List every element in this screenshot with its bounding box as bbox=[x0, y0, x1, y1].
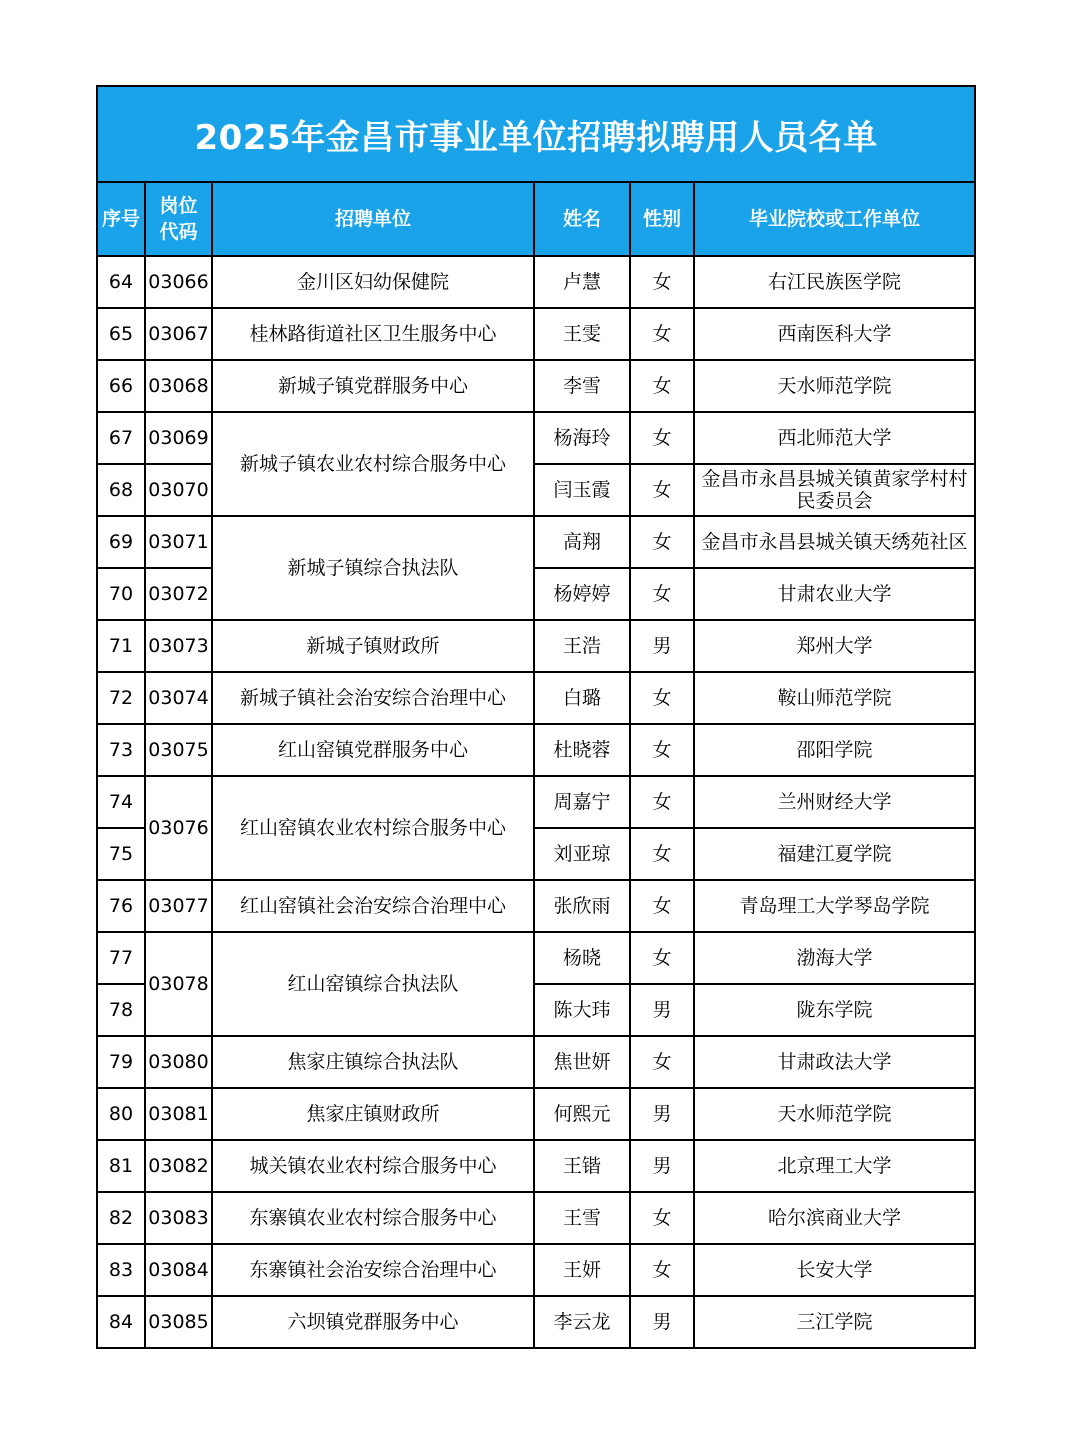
table-row bbox=[97, 932, 975, 984]
cell-name: 李云龙 bbox=[534, 1296, 630, 1348]
cell-name: 刘亚琼 bbox=[534, 828, 630, 880]
cell-seq: 64 bbox=[97, 256, 145, 308]
cell-code: 03085 bbox=[145, 1296, 212, 1348]
cell-unit: 东寨镇农业农村综合服务中心 bbox=[212, 1192, 534, 1244]
cell-unit: 红山窑镇综合执法队 bbox=[212, 932, 534, 1036]
title-row bbox=[97, 86, 975, 182]
table-title: 2025年金昌市事业单位招聘拟聘用人员名单 bbox=[97, 86, 975, 182]
cell-name: 周嘉宁 bbox=[534, 776, 630, 828]
table-row bbox=[97, 1140, 975, 1192]
cell-unit: 金川区妇幼保健院 bbox=[212, 256, 534, 308]
header-unit: 招聘单位 bbox=[212, 182, 534, 256]
cell-school: 西北师范大学 bbox=[694, 412, 975, 464]
cell-name: 王雯 bbox=[534, 308, 630, 360]
cell-name: 高翔 bbox=[534, 516, 630, 568]
cell-unit: 焦家庄镇综合执法队 bbox=[212, 1036, 534, 1088]
table-row bbox=[97, 1036, 975, 1088]
cell-seq: 81 bbox=[97, 1140, 145, 1192]
header-code-line1: 岗位 bbox=[159, 195, 198, 217]
cell-gender: 女 bbox=[630, 828, 694, 880]
cell-school: 福建江夏学院 bbox=[694, 828, 975, 880]
cell-name: 何熙元 bbox=[534, 1088, 630, 1140]
cell-school: 天水师范学院 bbox=[694, 360, 975, 412]
header-name: 姓名 bbox=[534, 182, 630, 256]
cell-seq: 78 bbox=[97, 984, 145, 1036]
cell-gender: 女 bbox=[630, 1036, 694, 1088]
cell-seq: 71 bbox=[97, 620, 145, 672]
cell-code: 03078 bbox=[145, 932, 212, 1036]
cell-seq: 82 bbox=[97, 1192, 145, 1244]
cell-name: 杨婷婷 bbox=[534, 568, 630, 620]
header-seq: 序号 bbox=[97, 182, 145, 256]
cell-gender: 女 bbox=[630, 1192, 694, 1244]
cell-seq: 69 bbox=[97, 516, 145, 568]
cell-school: 天水师范学院 bbox=[694, 1088, 975, 1140]
cell-gender: 男 bbox=[630, 1088, 694, 1140]
cell-code: 03075 bbox=[145, 724, 212, 776]
cell-gender: 女 bbox=[630, 776, 694, 828]
cell-seq: 77 bbox=[97, 932, 145, 984]
cell-unit: 红山窑镇党群服务中心 bbox=[212, 724, 534, 776]
header-school: 毕业院校或工作单位 bbox=[694, 182, 975, 256]
cell-gender: 男 bbox=[630, 1140, 694, 1192]
header-code-line2: 代码 bbox=[159, 221, 198, 243]
cell-code: 03077 bbox=[145, 880, 212, 932]
cell-name: 王锴 bbox=[534, 1140, 630, 1192]
table-row bbox=[97, 360, 975, 412]
cell-code: 03083 bbox=[145, 1192, 212, 1244]
cell-school: 陇东学院 bbox=[694, 984, 975, 1036]
table-row bbox=[97, 1088, 975, 1140]
cell-gender: 女 bbox=[630, 672, 694, 724]
cell-school: 邵阳学院 bbox=[694, 724, 975, 776]
cell-seq: 76 bbox=[97, 880, 145, 932]
cell-gender: 女 bbox=[630, 256, 694, 308]
table-row bbox=[97, 724, 975, 776]
cell-name: 白璐 bbox=[534, 672, 630, 724]
cell-gender: 男 bbox=[630, 1296, 694, 1348]
hiring-list-table bbox=[96, 85, 976, 1349]
cell-unit: 桂林路街道社区卫生服务中心 bbox=[212, 308, 534, 360]
cell-name: 杜晓蓉 bbox=[534, 724, 630, 776]
cell-gender: 女 bbox=[630, 880, 694, 932]
cell-school: 西南医科大学 bbox=[694, 308, 975, 360]
table-row bbox=[97, 672, 975, 724]
cell-name: 卢慧 bbox=[534, 256, 630, 308]
cell-school: 鞍山师范学院 bbox=[694, 672, 975, 724]
cell-unit: 新城子镇农业农村综合服务中心 bbox=[212, 412, 534, 516]
cell-code: 03068 bbox=[145, 360, 212, 412]
cell-code: 03074 bbox=[145, 672, 212, 724]
table-row bbox=[97, 620, 975, 672]
cell-code: 03071 bbox=[145, 516, 212, 568]
cell-school: 三江学院 bbox=[694, 1296, 975, 1348]
cell-name: 杨海玲 bbox=[534, 412, 630, 464]
table-row bbox=[97, 776, 975, 828]
cell-gender: 女 bbox=[630, 412, 694, 464]
cell-unit: 焦家庄镇财政所 bbox=[212, 1088, 534, 1140]
cell-seq: 84 bbox=[97, 1296, 145, 1348]
cell-unit: 红山窑镇社会治安综合治理中心 bbox=[212, 880, 534, 932]
cell-seq: 73 bbox=[97, 724, 145, 776]
cell-school: 甘肃政法大学 bbox=[694, 1036, 975, 1088]
cell-seq: 74 bbox=[97, 776, 145, 828]
cell-name: 王雪 bbox=[534, 1192, 630, 1244]
cell-seq: 66 bbox=[97, 360, 145, 412]
cell-school: 哈尔滨商业大学 bbox=[694, 1192, 975, 1244]
cell-school: 渤海大学 bbox=[694, 932, 975, 984]
cell-name: 杨晓 bbox=[534, 932, 630, 984]
cell-school: 北京理工大学 bbox=[694, 1140, 975, 1192]
cell-gender: 男 bbox=[630, 620, 694, 672]
cell-school: 郑州大学 bbox=[694, 620, 975, 672]
cell-code: 03069 bbox=[145, 412, 212, 464]
header-row bbox=[97, 182, 975, 256]
cell-gender: 女 bbox=[630, 464, 694, 516]
cell-unit: 新城子镇财政所 bbox=[212, 620, 534, 672]
cell-unit: 新城子镇党群服务中心 bbox=[212, 360, 534, 412]
cell-seq: 79 bbox=[97, 1036, 145, 1088]
header-gender: 性别 bbox=[630, 182, 694, 256]
cell-code: 03082 bbox=[145, 1140, 212, 1192]
cell-code: 03067 bbox=[145, 308, 212, 360]
cell-unit: 新城子镇社会治安综合治理中心 bbox=[212, 672, 534, 724]
cell-name: 李雪 bbox=[534, 360, 630, 412]
table-row bbox=[97, 1296, 975, 1348]
cell-seq: 83 bbox=[97, 1244, 145, 1296]
table-row bbox=[97, 1192, 975, 1244]
cell-gender: 男 bbox=[630, 984, 694, 1036]
cell-name: 张欣雨 bbox=[534, 880, 630, 932]
table-row bbox=[97, 256, 975, 308]
cell-unit: 东寨镇社会治安综合治理中心 bbox=[212, 1244, 534, 1296]
cell-name: 闫玉霞 bbox=[534, 464, 630, 516]
cell-school: 金昌市永昌县城关镇黄家学村村民委员会 bbox=[694, 464, 975, 516]
cell-name: 王浩 bbox=[534, 620, 630, 672]
cell-gender: 女 bbox=[630, 724, 694, 776]
table-row bbox=[97, 880, 975, 932]
cell-gender: 女 bbox=[630, 308, 694, 360]
cell-school: 兰州财经大学 bbox=[694, 776, 975, 828]
cell-seq: 70 bbox=[97, 568, 145, 620]
cell-code: 03072 bbox=[145, 568, 212, 620]
cell-gender: 女 bbox=[630, 568, 694, 620]
cell-code: 03066 bbox=[145, 256, 212, 308]
cell-seq: 68 bbox=[97, 464, 145, 516]
cell-unit: 红山窑镇农业农村综合服务中心 bbox=[212, 776, 534, 880]
cell-unit: 新城子镇综合执法队 bbox=[212, 516, 534, 620]
cell-gender: 女 bbox=[630, 1244, 694, 1296]
cell-school: 甘肃农业大学 bbox=[694, 568, 975, 620]
cell-school: 右江民族医学院 bbox=[694, 256, 975, 308]
cell-name: 陈大玮 bbox=[534, 984, 630, 1036]
cell-code: 03084 bbox=[145, 1244, 212, 1296]
table-row bbox=[97, 1244, 975, 1296]
cell-seq: 72 bbox=[97, 672, 145, 724]
cell-seq: 80 bbox=[97, 1088, 145, 1140]
cell-gender: 女 bbox=[630, 932, 694, 984]
cell-gender: 女 bbox=[630, 360, 694, 412]
cell-school: 金昌市永昌县城关镇天绣苑社区 bbox=[694, 516, 975, 568]
cell-code: 03076 bbox=[145, 776, 212, 880]
header-code bbox=[145, 182, 212, 256]
table-row bbox=[97, 516, 975, 568]
cell-school: 青岛理工大学琴岛学院 bbox=[694, 880, 975, 932]
cell-gender: 女 bbox=[630, 516, 694, 568]
cell-seq: 65 bbox=[97, 308, 145, 360]
cell-code: 03081 bbox=[145, 1088, 212, 1140]
cell-unit: 六坝镇党群服务中心 bbox=[212, 1296, 534, 1348]
table-row bbox=[97, 412, 975, 464]
cell-school: 长安大学 bbox=[694, 1244, 975, 1296]
cell-code: 03080 bbox=[145, 1036, 212, 1088]
cell-name: 焦世妍 bbox=[534, 1036, 630, 1088]
cell-code: 03070 bbox=[145, 464, 212, 516]
cell-unit: 城关镇农业农村综合服务中心 bbox=[212, 1140, 534, 1192]
cell-seq: 67 bbox=[97, 412, 145, 464]
table-row bbox=[97, 308, 975, 360]
cell-code: 03073 bbox=[145, 620, 212, 672]
cell-seq: 75 bbox=[97, 828, 145, 880]
cell-name: 王妍 bbox=[534, 1244, 630, 1296]
